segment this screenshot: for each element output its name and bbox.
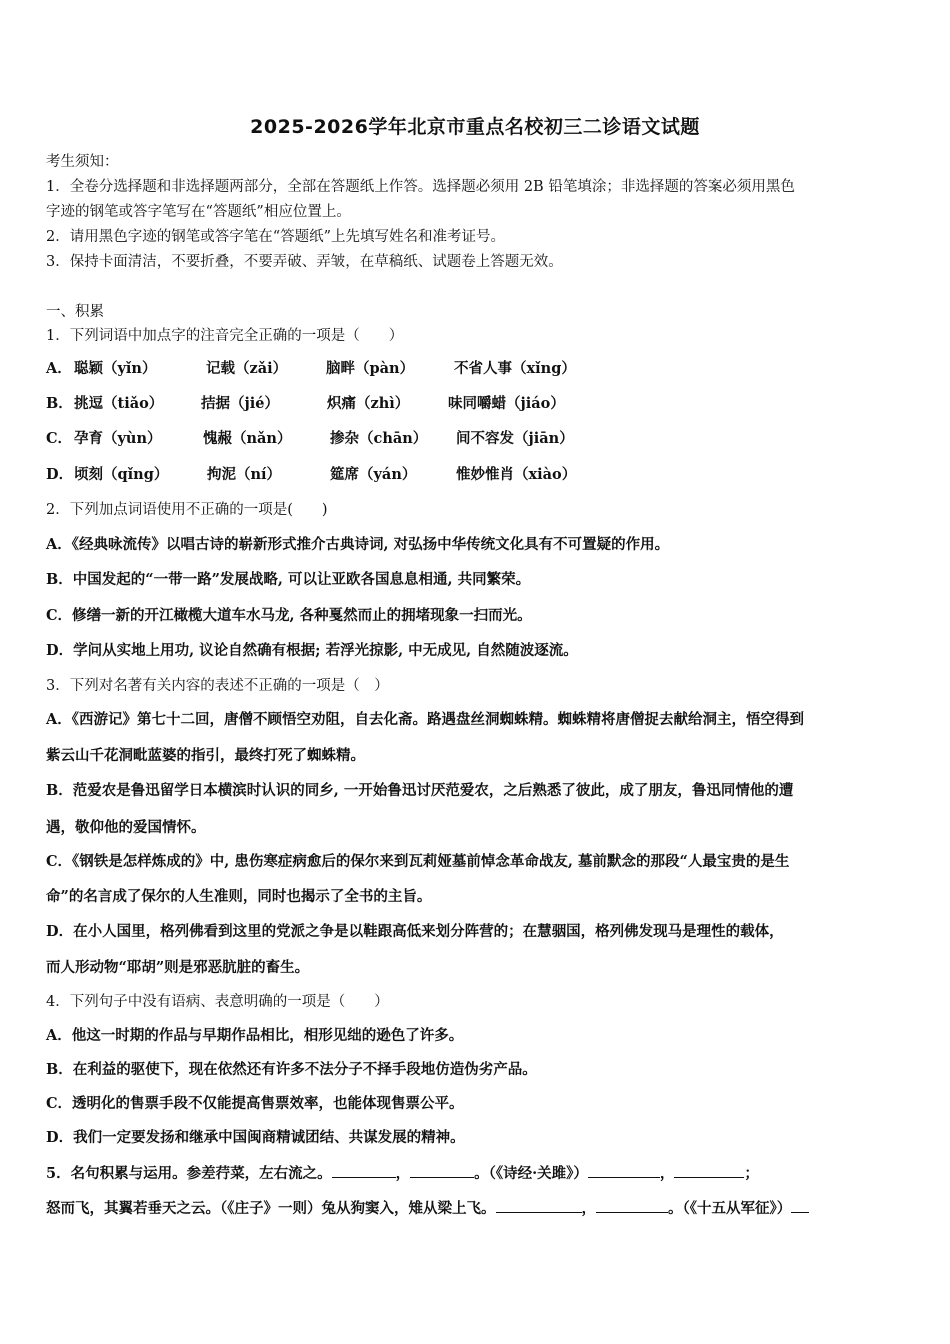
page-title: 2025-2026学年北京市重点名校初三二诊语文试题 — [250, 116, 700, 138]
q5-comma-1: ， — [395, 1165, 411, 1182]
notice-item-3: 3．保持卡面清洁，不要折叠，不要弄破、弄皱，在草稿纸、试题卷上答题无效。 — [46, 254, 563, 270]
notice-item-2: 2．请用黑色字迹的钢笔或答字笔在“答题纸”上先填写姓名和准考证号。 — [46, 229, 506, 245]
q1-b-word3: 炽痛（zhì） — [327, 395, 410, 412]
q5-blank-1[interactable] — [332, 1163, 396, 1178]
section-heading: 一、积累 — [46, 304, 104, 320]
q1-d-label: D． — [46, 466, 74, 483]
q3-option-a-line1: A．《西游记》第七十二回，唐僧不顾悟空劝阻，自去化斋。路遇盘丝洞蜘蛛精。蜘蛛精将唐僧捉去献给洞主，悟空得到 — [46, 711, 804, 728]
q5-blank-7[interactable] — [791, 1198, 809, 1213]
q3-option-a-line2: 紫云山千花洞毗蓝婆的指引，最终打死了蜘蛛精。 — [46, 747, 365, 764]
q5-stem-text: 5．名句积累与运用。参差荇菜，左右流之。 — [46, 1165, 332, 1182]
q4-option-a: A．他这一时期的作品与早期作品相比，相形见绌的逊色了许多。 — [46, 1027, 464, 1044]
notice-item-1a: 1．全卷分选择题和非选择题两部分，全部在答题纸上作答。选择题必须用 2B 铅笔填涂；非选择题的答案必须用黑色 — [46, 179, 795, 195]
q4-option-c: C．透明化的售票手段不仅能提高售票效率，也能体现售票公平。 — [46, 1095, 464, 1112]
q3-option-c-line2: 命”的名言成了保尔的人生准则，同时也揭示了全书的主旨。 — [46, 888, 432, 905]
q2-option-a: A．《经典咏流传》以唱古诗的崭新形式推介古典诗词, 对弘扬中华传统文化具有不可置疑的作用。 — [46, 536, 670, 553]
q1-c-word1: 孕育（yùn） — [74, 430, 162, 447]
q3-option-b-line2: 遇，敬仰他的爱国情怀。 — [46, 819, 206, 836]
q3-option-c-line1: C．《钢铁是怎样炼成的》中, 患伤寒症病愈后的保尔来到瓦莉娅墓前悼念革命战友, 墓前默念的那段“人最宝贵的是生 — [46, 853, 790, 870]
notice-heading: 考生须知： — [46, 154, 119, 170]
q1-a-word3: 脑畔（pàn） — [326, 360, 415, 377]
q5-blank-2[interactable] — [410, 1163, 474, 1178]
q1-b-word2: 拮据（jié） — [201, 395, 279, 412]
q1-c-word4: 间不容发（jiān） — [456, 430, 574, 447]
q1-a-word2: 记载（zǎi） — [206, 360, 288, 377]
q4-option-d: D．我们一定要发扬和继承中国闽商精诚团结、共谋发展的精神。 — [46, 1129, 465, 1146]
q5-source-2: 。（《十五从军征》） — [668, 1200, 792, 1217]
q1-d-word4: 惟妙惟肖（xiào） — [456, 466, 577, 483]
q1-d-word2: 拘泥（ní） — [207, 466, 282, 483]
q5-blank-4[interactable] — [674, 1163, 744, 1178]
q1-c-word2: 愧赧（nǎn） — [203, 430, 292, 447]
q1-a-label: A． — [46, 360, 72, 377]
q2-option-c: C．修缮一新的开江橄榄大道车水马龙, 各种戛然而止的拥堵现象一扫而光。 — [46, 607, 532, 624]
q1-d-word1: 顷刻（qǐng） — [74, 466, 169, 483]
q1-d-word3: 筵席（yán） — [330, 466, 417, 483]
q1-stem: 1．下列词语中加点字的注音完全正确的一项是（ ） — [46, 328, 404, 344]
q2-option-d: D．学问从实地上用功, 议论自然确有根据; 若浮光掠影, 中无成见, 自然随波逐流。 — [46, 642, 578, 659]
q1-b-label: B． — [46, 395, 73, 412]
q5-source-1: 。（《诗经·关雎》） — [474, 1165, 588, 1182]
q2-option-b: B．中国发起的“一带一路”发展战略, 可以让亚欧各国息息相通, 共同繁荣。 — [46, 571, 531, 588]
q1-a-word1: 聪颖（yǐn） — [74, 360, 157, 377]
q5-comma-2: ， — [659, 1165, 675, 1182]
q1-c-word3: 掺杂（chān） — [330, 430, 428, 447]
q5-blank-5[interactable] — [496, 1198, 582, 1213]
q5-semicolon: ； — [744, 1165, 759, 1182]
q5-blank-6[interactable] — [596, 1198, 668, 1213]
q3-option-b-line1: B．范爱农是鲁迅留学日本横滨时认识的同乡, 一开始鲁迅讨厌范爱农，之后熟悉了彼此，成了朋友，鲁迅同情他的遭 — [46, 782, 794, 799]
q4-option-b: B．在利益的驱使下，现在依然还有许多不法分子不择手段地仿造伪劣产品。 — [46, 1061, 537, 1078]
q4-stem: 4．下列句子中没有语病、表意明确的一项是（ ） — [46, 994, 389, 1010]
q5-line1 — [46, 1163, 759, 1184]
q1-b-word4: 味同嚼蜡（jiáo） — [448, 395, 565, 412]
q2-stem: 2．下列加点词语使用不正确的一项是( ) — [46, 502, 328, 518]
q1-b-word1: 挑逗（tiǎo） — [74, 395, 164, 412]
q5-blank-3[interactable] — [588, 1163, 660, 1178]
q3-stem: 3．下列对名著有关内容的表述不正确的一项是（ ） — [46, 678, 389, 694]
q3-option-d-line2: 而人形动物“耶胡”则是邪恶肮脏的畜生。 — [46, 959, 310, 976]
q5-line2 — [46, 1198, 809, 1219]
q1-c-label: C． — [46, 430, 73, 447]
q5-comma-3: ， — [581, 1200, 596, 1217]
q5-line2-text: 怒而飞，其翼若垂天之云。（《庄子》一则）兔从狗窦入，雉从梁上飞。 — [46, 1200, 496, 1217]
notice-item-1b: 字迹的钢笔或答字笔写在“答题纸”相应位置上。 — [46, 204, 351, 220]
q1-a-word4: 不省人事（xǐng） — [454, 360, 576, 377]
q3-option-d-line1: D．在小人国里，格列佛看到这里的党派之争是以鞋跟高低来划分阵营的；在慧骃国，格列佛发现马是理性的载体， — [46, 923, 784, 940]
